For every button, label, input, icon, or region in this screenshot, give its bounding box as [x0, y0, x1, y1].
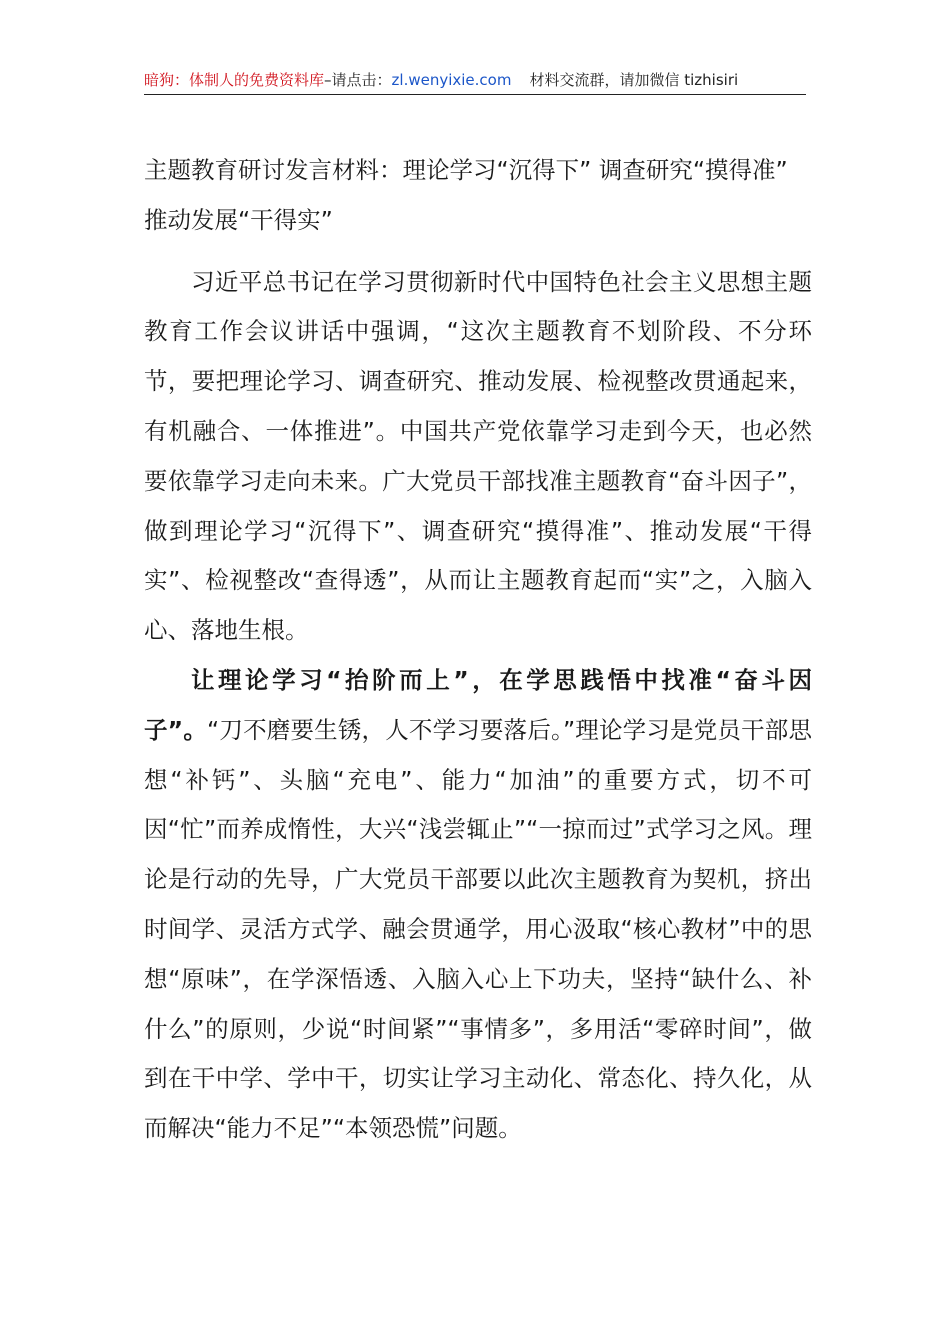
- header-brand: 暗狗：体制人的免费资料库: [144, 71, 325, 89]
- paragraph-theory-body: “刀不磨要生锈，人不学习要落后。”理论学习是党员干部思想“补钙”、头脑“充电”、能力“加油”的重要方式，切不可因“忙”而养成惰性，大兴“浅尝辄止”“一掠而过”式学习之风。理论是行动的先导，广大党员干部要以此次主题教育为契机，挤出时间学、灵活方式学、融会贯通学，用心汲取“核心教材”中的思想“原味”，在学深悟透、入脑入心上下功夫，坚持“缺什么、补什么”的原则，少说“时间紧”“事情多”，多用活“零碎时间”，做到在干中学、学中干，切实让学习主动化、常态化、持久化，从而解决“能力不足”“本领恐慌”问题。: [144, 715, 812, 1143]
- document-body: [144, 146, 812, 1154]
- header-click-prefix: –请点击：: [324, 71, 392, 89]
- document-title: 主题教育研讨发言材料：理论学习“沉得下” 调查研究“摸得准” 推动发展“干得实”: [144, 156, 788, 234]
- paragraph-theory-heading: 让理论学习“抬阶而上”，在学思践悟中找准“奋斗因子”。: [144, 665, 812, 744]
- paragraph-intro: 习近平总书记在学习贯彻新时代中国特色社会主义思想主题教育工作会议讲话中强调，“这次主题教育不划阶段、不分环节，要把理论学习、调查研究、推动发展、检视整改贯通起来，有机融合、一体推进”。中国共产党依靠学习走到今天，也必然要依靠学习走向未来。广大党员干部找准主题教育“奋斗因子”，做到理论学习“沉得下”、调查研究“摸得准”、推动发展“干得实”、检视整改“查得透”，从而让主题教育起而“实”之，入脑入心、落地生根。: [144, 267, 812, 645]
- page-header: [144, 66, 806, 95]
- header-url-link[interactable]: zl.wenyixie.com: [391, 71, 512, 89]
- paragraph-theory-study: [144, 656, 812, 1154]
- header-wechat-note: 材料交流群，请加微信 tizhisiri: [529, 71, 739, 89]
